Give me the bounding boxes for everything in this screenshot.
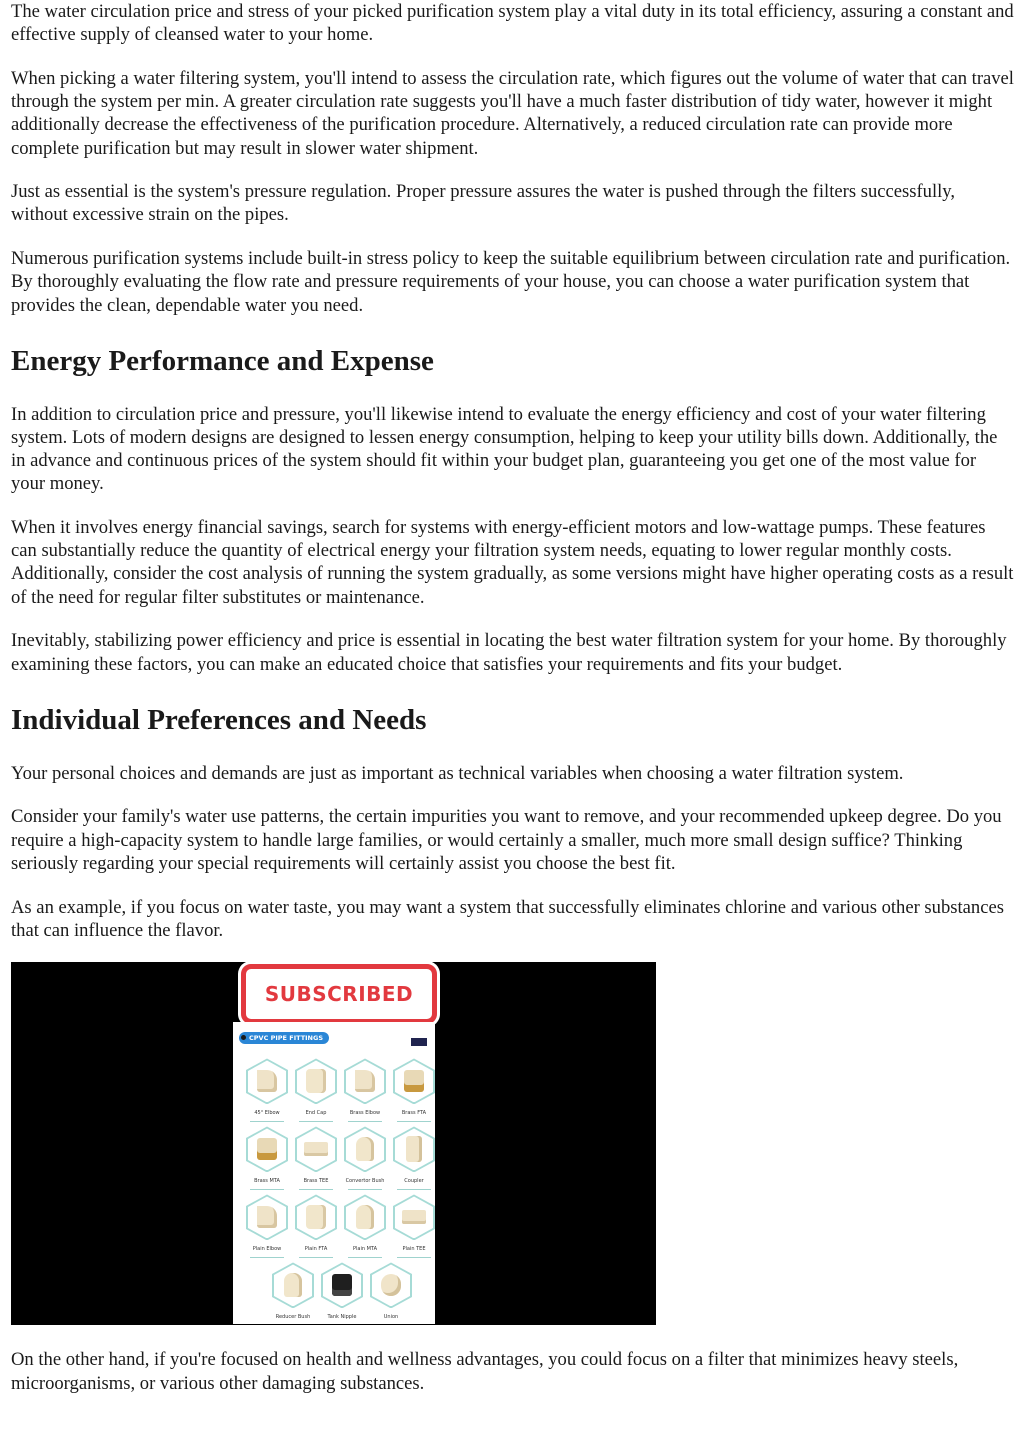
bush-fitting-icon	[284, 1273, 302, 1297]
fitting-item	[388, 1058, 435, 1128]
fitting-item	[241, 1194, 293, 1264]
section-heading-preferences: Individual Preferences and Needs	[11, 703, 427, 736]
fitting-label: Brass TEE	[290, 1178, 342, 1190]
paragraph: In addition to circulation price and pressure, you'll likewise intend to evaluate the energy efficiency and cost of your water filtering system. Lots of modern designs are designed to lessen energy consumption, helping to keep your utility bills down. Additionally, the in advance and continuous prices of the system should fit within your budget plan, guaranteeing you get one of the most value for your money.	[11, 403, 998, 495]
paragraph: Consider your family's water use patterns, the certain impurities you want to remove, and your recommended upkeep degree. Do you require a high-capacity system to handle large families, or would certainly a smaller, much more small design suffice? Thinking seriously regarding your special requirements will certainly assist you choose the best fit.	[11, 806, 1002, 874]
fitting-item	[339, 1058, 391, 1128]
fitting-label: Brass MTA	[241, 1178, 293, 1190]
fitting-item	[339, 1126, 391, 1196]
paragraph: Inevitably, stabilizing power efficiency and price is essential in locating the best water filtration system for your home. By thoroughly examining these factors, you can make an educated choice that satisfies your requirements and fits your budget.	[11, 630, 1007, 675]
fitting-item	[290, 1126, 342, 1196]
nipple-fitting-icon	[332, 1274, 352, 1296]
fitting-label: 45° Elbow	[241, 1110, 293, 1122]
fitting-label: Brass FTA	[388, 1110, 435, 1122]
fitting-item	[339, 1194, 391, 1264]
paragraph: Numerous purification systems include built-in stress policy to keep the suitable equilibrium between circulation rate and purification. By thoroughly evaluating the flow rate and pressure requirements of your house, you can choose a water purification system that provides the clean, dependable water you need.	[11, 248, 1011, 316]
fitting-hex-frame	[246, 1058, 288, 1104]
fitting-label: Coupler	[388, 1178, 435, 1190]
subscribed-badge: SUBSCRIBED	[241, 964, 437, 1024]
fitting-item	[388, 1194, 435, 1264]
fitting-hex-frame	[370, 1262, 412, 1308]
fitting-label: Plain Elbow	[241, 1246, 293, 1258]
paragraph: When it involves energy financial savings, search for systems with energy-efficient motors and low-wattage pumps. These features can substantially reduce the quantity of electrical energy your filtration system needs, equating to lower regular monthly costs. Additionally, consider the cost analysis of running the system gradually, as some versions might have higher operating costs as a result of the need for regular filter substitutes or maintenance.	[11, 517, 1014, 608]
fitting-item	[316, 1262, 368, 1324]
fitting-hex-frame	[246, 1126, 288, 1172]
fitting-hex-frame	[344, 1058, 386, 1104]
fitting-label: Reducer Bush	[267, 1314, 319, 1324]
fitting-label: Plain MTA	[339, 1246, 391, 1258]
embedded-video[interactable]	[11, 962, 656, 1325]
fitting-item	[365, 1262, 417, 1324]
catalog-title: CPVC PIPE FITTINGS	[239, 1032, 329, 1044]
paragraph: As an example, if you focus on water taste, you may want a system that successfully eliminates chlorine and various other substances that can influence the flavor.	[11, 896, 1004, 941]
tee-fitting-icon	[304, 1142, 328, 1156]
fitting-hex-frame	[393, 1126, 435, 1172]
fitting-label: End Cap	[290, 1110, 342, 1122]
fitting-label: Plain TEE	[388, 1246, 435, 1258]
paragraph: On the other hand, if you're focused on health and wellness advantages, you could focus on a filter that minimizes heavy steels, microorganisms, or various other damaging substances.	[11, 1349, 959, 1394]
fitting-hex-frame	[393, 1058, 435, 1104]
brass-fitting-icon	[257, 1138, 277, 1160]
cap-fitting-icon	[306, 1069, 326, 1093]
fitting-label: Convertor Bush	[339, 1178, 391, 1190]
fitting-item	[241, 1058, 293, 1128]
fitting-item	[290, 1058, 342, 1128]
bush-fitting-icon	[356, 1205, 374, 1229]
elbow-fitting-icon	[257, 1206, 277, 1228]
paragraph: Just as essential is the system's pressure regulation. Proper pressure assures the water is pushed through the filters successfully, without excessive strain on the pipes.	[11, 181, 956, 226]
fitting-hex-frame	[344, 1126, 386, 1172]
pipe-fittings-catalog	[233, 1022, 435, 1324]
fitting-hex-frame	[272, 1262, 314, 1308]
fitting-hex-frame	[295, 1058, 337, 1104]
fitting-item	[388, 1126, 435, 1196]
fitting-hex-frame	[295, 1194, 337, 1240]
fitting-label: Plain FTA	[290, 1246, 342, 1258]
fitting-item	[241, 1126, 293, 1196]
coupler-fitting-icon	[406, 1136, 422, 1162]
fitting-hex-frame	[295, 1126, 337, 1172]
fitting-label: Tank Nipple	[316, 1314, 368, 1324]
fitting-hex-frame	[246, 1194, 288, 1240]
elbow-fitting-icon	[355, 1070, 375, 1092]
paragraph: When picking a water filtering system, you'll intend to assess the circulation rate, which figures out the volume of water that can travel through the system per min. A greater circulation rate suggests you'll have a much faster distribution of tidy water, however it might additionally decrease the effectiveness of the purification procedure. Alternatively, a reduced circulation rate can provide more complete purification but may result in slower water shipment.	[11, 67, 1014, 159]
union-fitting-icon	[381, 1274, 401, 1296]
fitting-hex-frame	[393, 1194, 435, 1240]
fitting-label: Union	[365, 1314, 417, 1324]
fitting-item	[267, 1262, 319, 1324]
paragraph: Your personal choices and demands are just as important as technical variables when choosing a water filtration system.	[11, 762, 904, 784]
brass-fitting-icon	[404, 1070, 424, 1092]
bush-fitting-icon	[356, 1137, 374, 1161]
fitting-label: Brass Elbow	[339, 1110, 391, 1122]
cap-fitting-icon	[306, 1205, 326, 1229]
paragraph: The water circulation price and stress of your picked purification system play a vital duty in its total efficiency, assuring a constant and effective supply of cleansed water to your home.	[11, 1, 1014, 46]
elbow-fitting-icon	[257, 1070, 277, 1092]
flag-icon	[411, 1038, 427, 1046]
tee-fitting-icon	[402, 1210, 426, 1224]
section-heading-energy: Energy Performance and Expense	[11, 344, 434, 377]
fitting-hex-frame	[321, 1262, 363, 1308]
fitting-item	[290, 1194, 342, 1264]
fitting-hex-frame	[344, 1194, 386, 1240]
